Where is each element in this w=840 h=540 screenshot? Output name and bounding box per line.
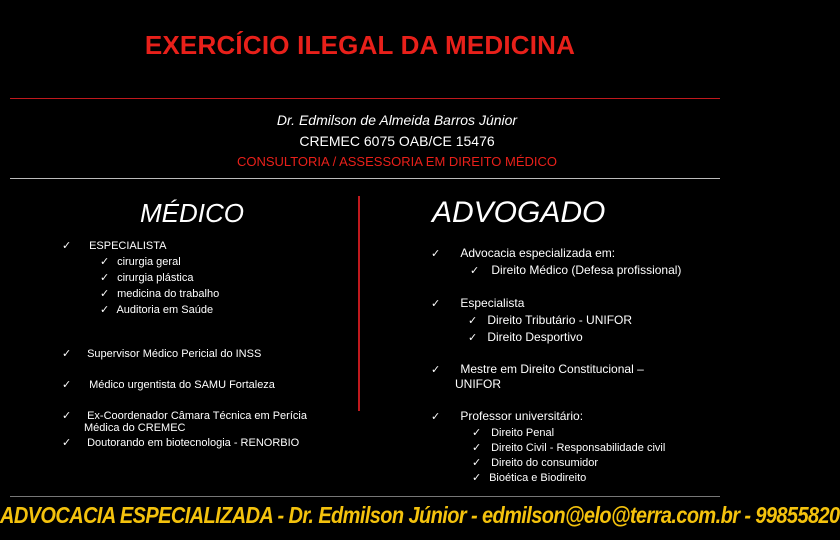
advogado-prof-item: ✓ Direito Penal (472, 427, 555, 439)
check-icon: ✓ (472, 457, 482, 469)
column-divider (358, 196, 360, 411)
consultancy-line: CONSULTORIA / ASSESSORIA EM DIREITO MÉDICO (236, 154, 558, 169)
advogado-sub-item: ✓ Direito Tributário - UNIFOR (468, 313, 633, 327)
advogado-especialista: ✓ Especialista (431, 296, 525, 310)
check-icon: ✓ (62, 348, 72, 360)
check-icon: ✓ (100, 256, 110, 268)
check-icon: ✓ (468, 315, 478, 327)
advogado-prof-item: ✓ Direito Civil - Responsabilidade civil (472, 442, 666, 454)
advogado-prof-item: ✓ Direito do consumidor (472, 457, 599, 469)
advogado-sub-item: ✓ Direito Médico (Defesa profissional) (470, 263, 682, 277)
check-icon: ✓ (472, 427, 482, 439)
check-icon: ✓ (431, 411, 441, 423)
advogado-professor: ✓ Professor universitário: (431, 409, 584, 423)
check-icon: ✓ (431, 364, 441, 376)
medico-heading: MÉDICO (140, 198, 244, 228)
check-icon: ✓ (468, 332, 478, 344)
registration-numbers: CREMEC 6075 OAB/CE 15476 (299, 133, 495, 149)
medico-excoordenador: ✓ Ex-Coordenador Câmara Técnica em Perícia (62, 410, 307, 422)
check-icon: ✓ (431, 298, 441, 310)
medico-urgentista: ✓ Médico urgentista do SAMU Fortaleza (62, 379, 275, 391)
header-divider (10, 178, 720, 179)
check-icon: ✓ (62, 240, 72, 252)
advogado-sub-item: ✓ Direito Desportivo (468, 330, 583, 344)
medico-sub-item: ✓ cirurgia plástica (100, 272, 194, 284)
medico-doutorando: ✓ Doutorando em biotecnologia - RENORBIO (62, 437, 300, 449)
footer-banner: ADVOCACIA ESPECIALIZADA - Dr. Edmilson Júnior - edmilson@elo@terra.com.br - 99855820 (0, 503, 840, 529)
advogado-advocacia: ✓ Advocacia especializada em: (431, 246, 616, 260)
medico-sub-item: ✓ cirurgia geral (100, 256, 181, 268)
page-title: EXERCÍCIO ILEGAL DA MEDICINA (144, 30, 576, 60)
footer-divider (10, 496, 720, 497)
check-icon: ✓ (100, 304, 110, 316)
check-icon: ✓ (62, 437, 72, 449)
medico-especialista: ✓ ESPECIALISTA (62, 240, 167, 252)
medico-supervisor: ✓ Supervisor Médico Pericial do INSS (62, 348, 262, 360)
author-name: Dr. Edmilson de Almeida Barros Júnior (276, 112, 518, 128)
medico-excoordenador-cont: Médica do CREMEC (84, 422, 186, 434)
check-icon: ✓ (62, 379, 72, 391)
advogado-mestre: ✓ Mestre em Direito Constitucional – (431, 362, 644, 376)
advogado-prof-item: ✓ Bioética e Biodireito (472, 472, 587, 484)
check-icon: ✓ (472, 472, 482, 484)
check-icon: ✓ (100, 288, 110, 300)
check-icon: ✓ (470, 265, 480, 277)
medico-sub-item: ✓ medicina do trabalho (100, 288, 220, 300)
check-icon: ✓ (472, 442, 482, 454)
medico-sub-item: ✓ Auditoria em Saúde (100, 304, 214, 316)
check-icon: ✓ (100, 272, 110, 284)
title-divider (10, 98, 720, 99)
advogado-heading: ADVOGADO (432, 196, 606, 229)
check-icon: ✓ (431, 248, 441, 260)
advogado-mestre-cont: UNIFOR (455, 377, 501, 391)
check-icon: ✓ (62, 410, 72, 422)
